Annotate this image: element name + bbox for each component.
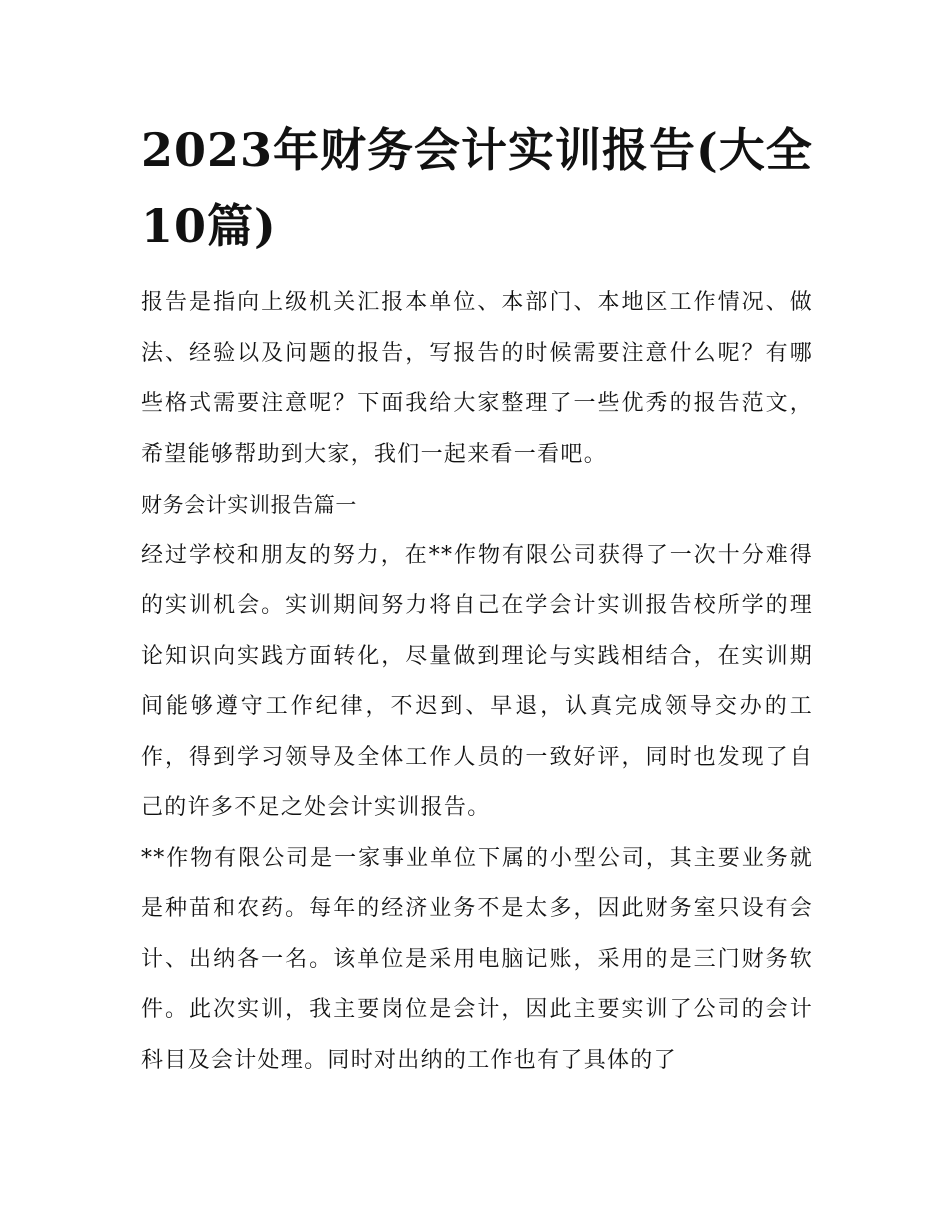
document-title: 2023年财务会计实训报告(大全10篇) [141,123,813,253]
intro-paragraph: 报告是指向上级机关汇报本单位、本部门、本地区工作情况、做法、经验以及问题的报告，写报告的时候需要注意什么呢？有哪些格式需要注意呢？下面我给大家整理了一些优秀的报告范文，希望能够帮助到大家，我们一起来看一看吧。 [141,290,813,467]
body-paragraph-2: **作物有限公司是一家事业单位下属的小型公司，其主要业务就是种苗和农药。每年的经济业务不是太多，因此财务室只设有会计、出纳各一名。该单位是采用电脑记账，采用的是三门财务软件。此次实训，我主要岗位是会计，因此主要实训了公司的会计科目及会计处理。同时对出纳的工作也有了具体的了 [141,845,813,1073]
document-page [141,112,813,1086]
section-heading: 财务会计实训报告篇一 [141,493,357,517]
body-paragraph-1: 经过学校和朋友的努力，在**作物有限公司获得了一次十分难得的实训机会。实训期间努力将自己在学会计实训报告校所学的理论知识向实践方面转化，尽量做到理论与实践相结合，在实训期间能够遵守工作纪律，不迟到、早退，认真完成领导交办的工作，得到学习领导及全体工作人员的一致好评，同时也发现了自己的许多不足之处会计实训报告。 [141,542,813,820]
